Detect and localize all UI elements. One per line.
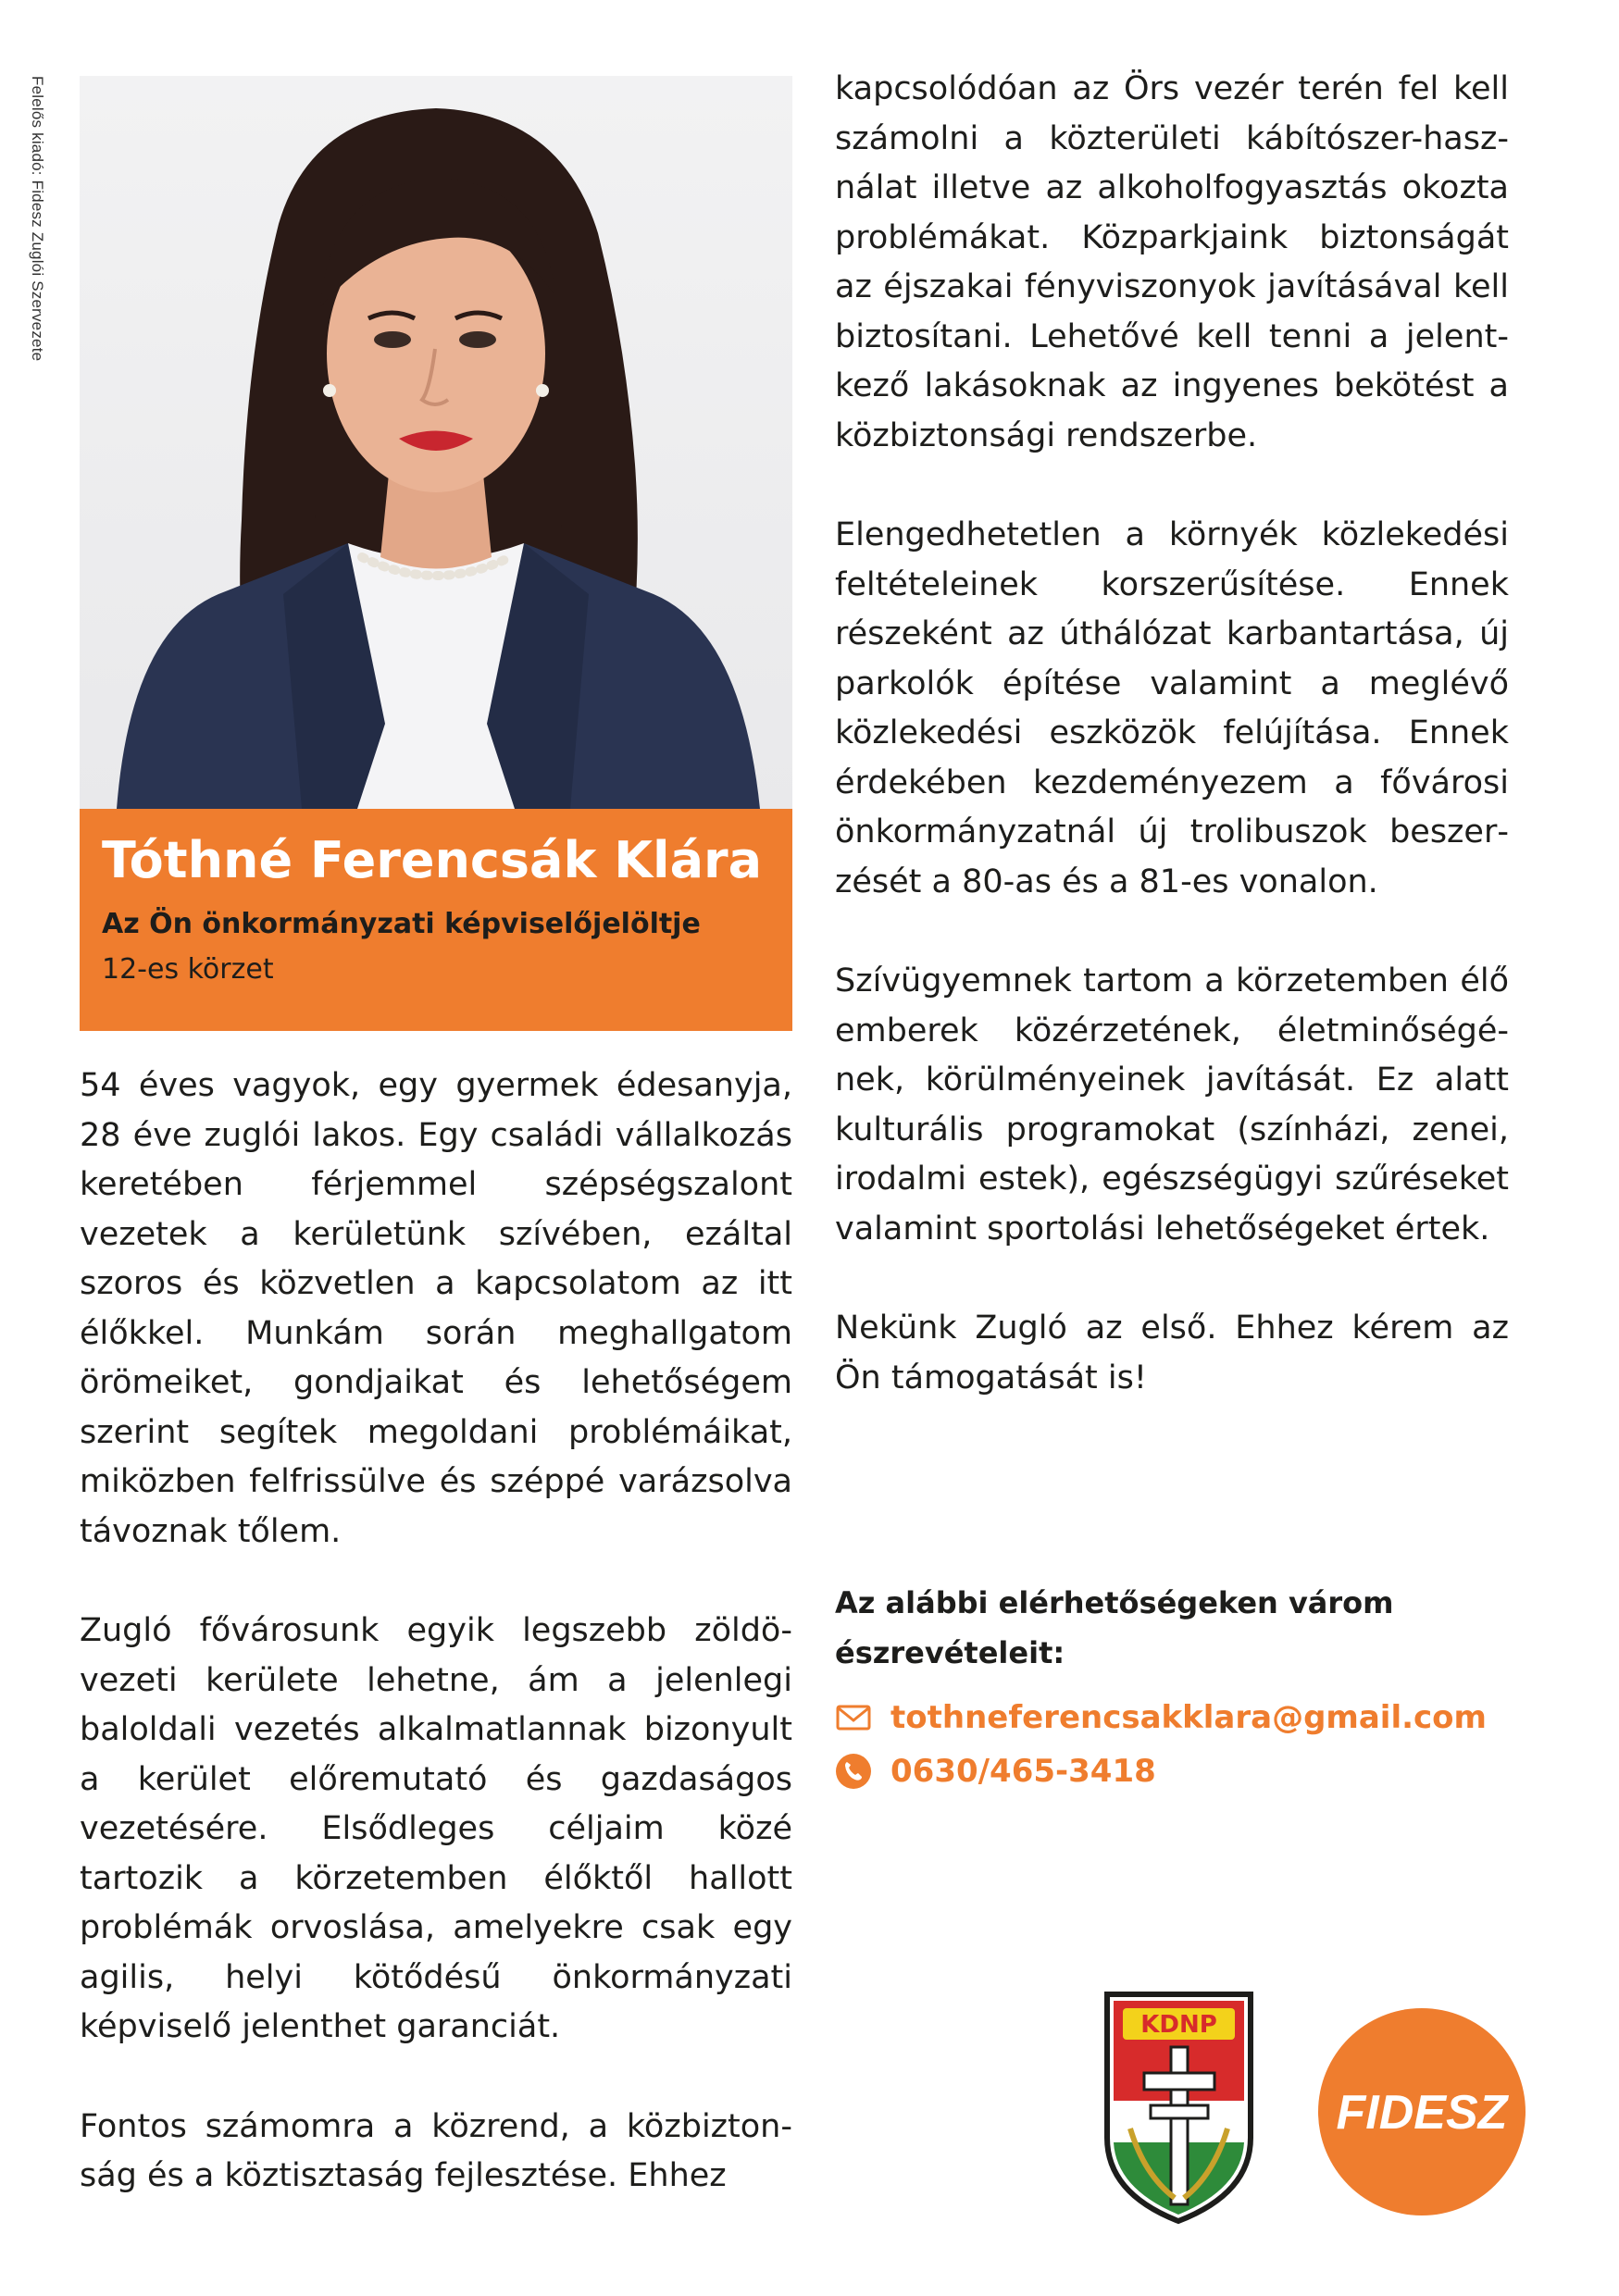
kdnp-logo [1102,1990,1255,2225]
paragraph: Elengedhetetlen a környék közlekedési feltételeinek korszerűsítése. Ennek részeként az úthálózat karbantartása, új parkolók építése valamint a meglévő közlekedési eszközök felújítása. Ennek érdekében kezdeményezem a fővárosi önkormányzatnál új trolibuszok beszerzését a 80-as és a 81-es vonalon. [835,516,1509,900]
candidate-photo [80,76,792,809]
contact-title: Az alábbi elérhetőségeken várom észrevételeit: [835,1585,1394,1670]
imprint-note: Felelős kiadó: Fidesz Zuglói Szervezete [29,76,46,362]
contact-section [835,1578,1538,1798]
paragraph: 54 éves vagyok, egy gyermek édesanyja, 28 éve zuglói lakos. Egy családi vállalkozás keretében férjemmel szépségszalont vezetek a kerületünk szívében, ezáltal szoros és közvetlen a kapcsolatom az itt élőkkel. Munkám során meghallgatom örömeiket, gondjaikat és lehetőségem szerint segítek megoldani problémáikat, miközben felfrissülve és széppé varázsolva távoznak tőlem. [80,1067,792,1550]
paragraph: Zugló fővárosunk egyik legszebb zöldövezeti kerülete lehetne, ám a jelenlegi baloldali vezetés alkalmatlannak bizonyult a kerület előremutató és gazdaságos vezetésére. Elsődleges céljaim közé tartozik a körzetemben élőktől hallott problémák orvoslása, amelyekre csak egy agilis, helyi kötődésű önkormányzati képviselő jelenthet garanciát. [80,1612,792,2045]
left-column [80,1061,792,2252]
right-column [835,65,1509,1453]
paragraph: Nekünk Zugló az első. Ehhez kérem az Ön támogatását is! [835,1309,1509,1396]
fidesz-logo [1318,2008,1526,2215]
candidate-banner [80,809,792,1031]
candidate-district: 12-es körzet [102,953,274,987]
paragraph: Szívügyemnek tartom a körzetemben élő emberek közérzetének, életminőségének, körülményeinek javítását. Ez alatt kulturális programokat (színházi, zenei, irodalmi estek), egészségügyi szűréseket valamint sportolási lehetőségeket értek. [835,962,1509,1247]
paragraph: kapcsolódóan az Örs vezér terén fel kell számolni a közterületi kábítószer-használat illetve az alkoholfogyasztás okozta problémákat. Közparkjaink biztonságát az éjszakai fényviszonyok javításával kell biztosítani. Lehetővé kell tenni a jelentkező lakásoknak az ingyenes bekötést a közbiztonsági rendszerbe. [835,70,1509,454]
candidate-role: Az Ön önkormányzati képviselőjelöltje [102,908,701,941]
phone-icon [835,1753,872,1790]
fidesz-label: FIDESZ [1336,2086,1508,2140]
email-link[interactable]: tothneferencsakklara@gmail.com [890,1699,1487,1736]
candidate-name: Tóthné Ferencsák Klára [102,831,763,889]
phone-link[interactable]: 0630/465-3418 [890,1753,1156,1790]
phone-row[interactable] [835,1744,1538,1798]
kdnp-label: KDNP [1140,2011,1217,2039]
portrait-illustration [80,76,792,809]
paragraph: Fontos számomra a közrend, a közbiztonság és a köztisztaság fejlesztése. Ehhez [80,2107,792,2194]
email-row[interactable] [835,1691,1538,1744]
envelope-icon [835,1699,872,1736]
